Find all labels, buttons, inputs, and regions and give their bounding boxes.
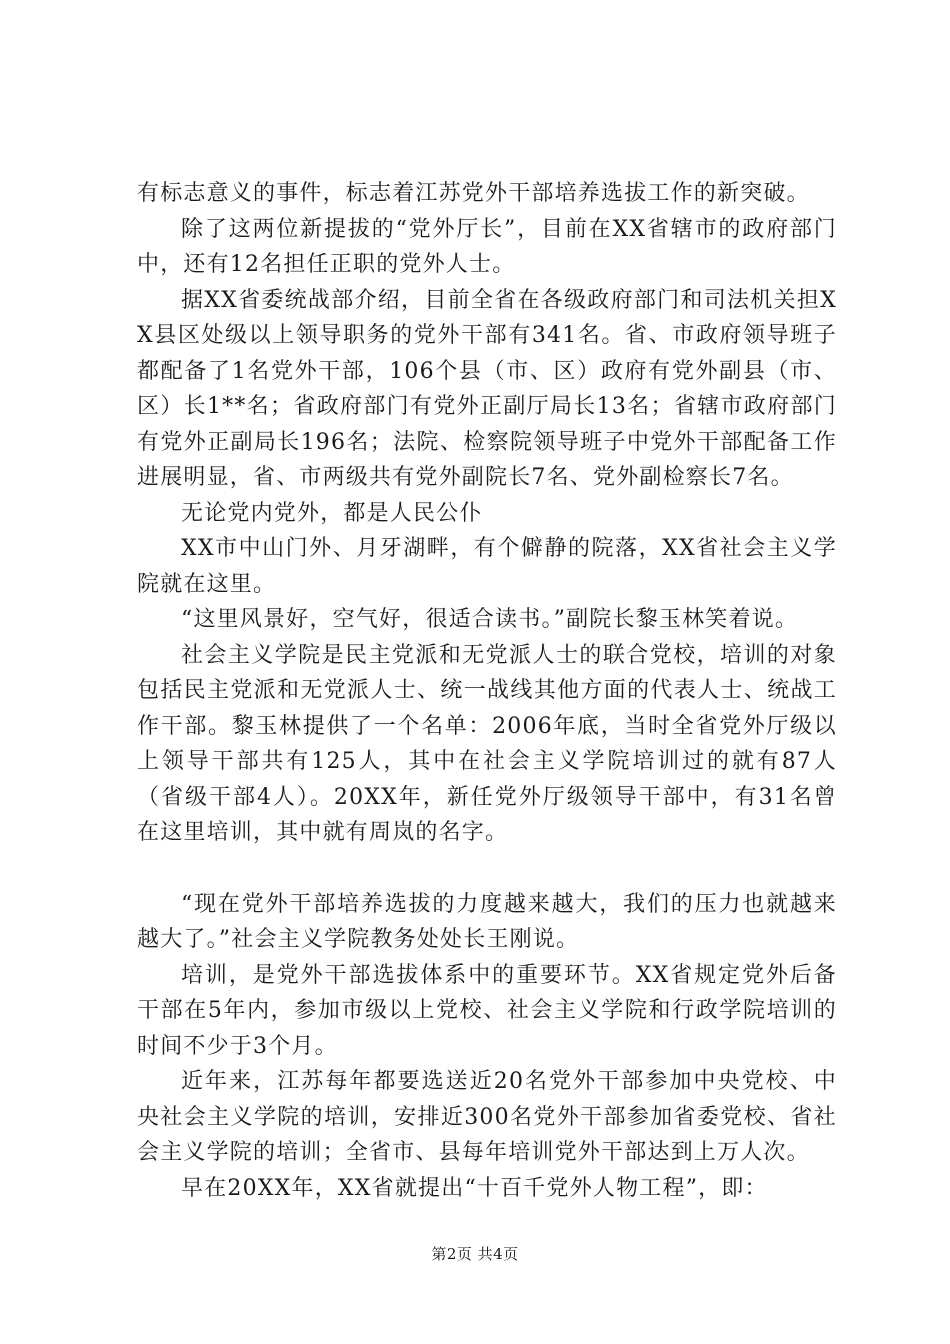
- section-subheading: 无论党内党外，都是人民公仆: [181, 500, 483, 526]
- paragraph: 除了这两位新提拔的“党外厅长”，目前在XX省辖市的政府部门中，还有12名担任正职的党外人士。: [137, 216, 837, 277]
- paragraph: 培训，是党外干部选拔体系中的重要环节。XX省规定党外后备干部在5年内，参加市级以上党校、社会主义学院和行政学院培训的时间不少于3个月。: [137, 962, 837, 1059]
- paragraph-quote: “现在党外干部培养选拔的力度越来越大，我们的压力也就越来越大了。”社会主义学院教务处处长王刚说。: [137, 891, 837, 952]
- document-body: [137, 176, 837, 1206]
- page-number-footer: 第2页 共4页: [431, 1245, 519, 1263]
- paragraph: 据XX省委统战部介绍，目前全省在各级政府部门和司法机关担XX县区处级以上领导职务的党外干部有341名。省、市政府领导班子都配备了1名党外干部，106个县（市、区）政府有党外副县（市、区）长1**名；省政府部门有党外正副厅局长13名；省辖市政府部门有党外正副局长196名；法院、检察院领导班子中党外干部配备工作进展明显，省、市两级共有党外副院长7名、党外副检察长7名。: [137, 287, 837, 490]
- paragraph: 社会主义学院是民主党派和无党派人士的联合党校，培训的对象包括民主党派和无党派人士、统一战线其他方面的代表人士、统战工作干部。黎玉林提供了一个名单：2006年底，当时全省党外厅级以上领导干部共有125人，其中在社会主义学院培训过的就有87人（省级干部4人）。20XX年，新任党外厅级领导干部中，有31名曾在这里培训，其中就有周岚的名字。: [137, 642, 837, 845]
- paragraph: XX市中山门外、月牙湖畔，有个僻静的院落，XX省社会主义学院就在这里。: [137, 536, 837, 597]
- paragraph-quote: “这里风景好，空气好，很适合读书。”副院长黎玉林笑着说。: [181, 607, 799, 632]
- paragraph: 近年来，江苏每年都要选送近20名党外干部参加中央党校、中央社会主义学院的培训，安排近300名党外干部参加省委党校、省社会主义学院的培训；全省市、县每年培训党外干部达到上万人次。: [137, 1069, 837, 1165]
- paragraph: 早在20XX年，XX省就提出“十百千党外人物工程”，即：: [181, 1175, 768, 1201]
- paragraph-continuation: 有标志意义的事件，标志着江苏党外干部培养选拔工作的新突破。: [137, 181, 810, 206]
